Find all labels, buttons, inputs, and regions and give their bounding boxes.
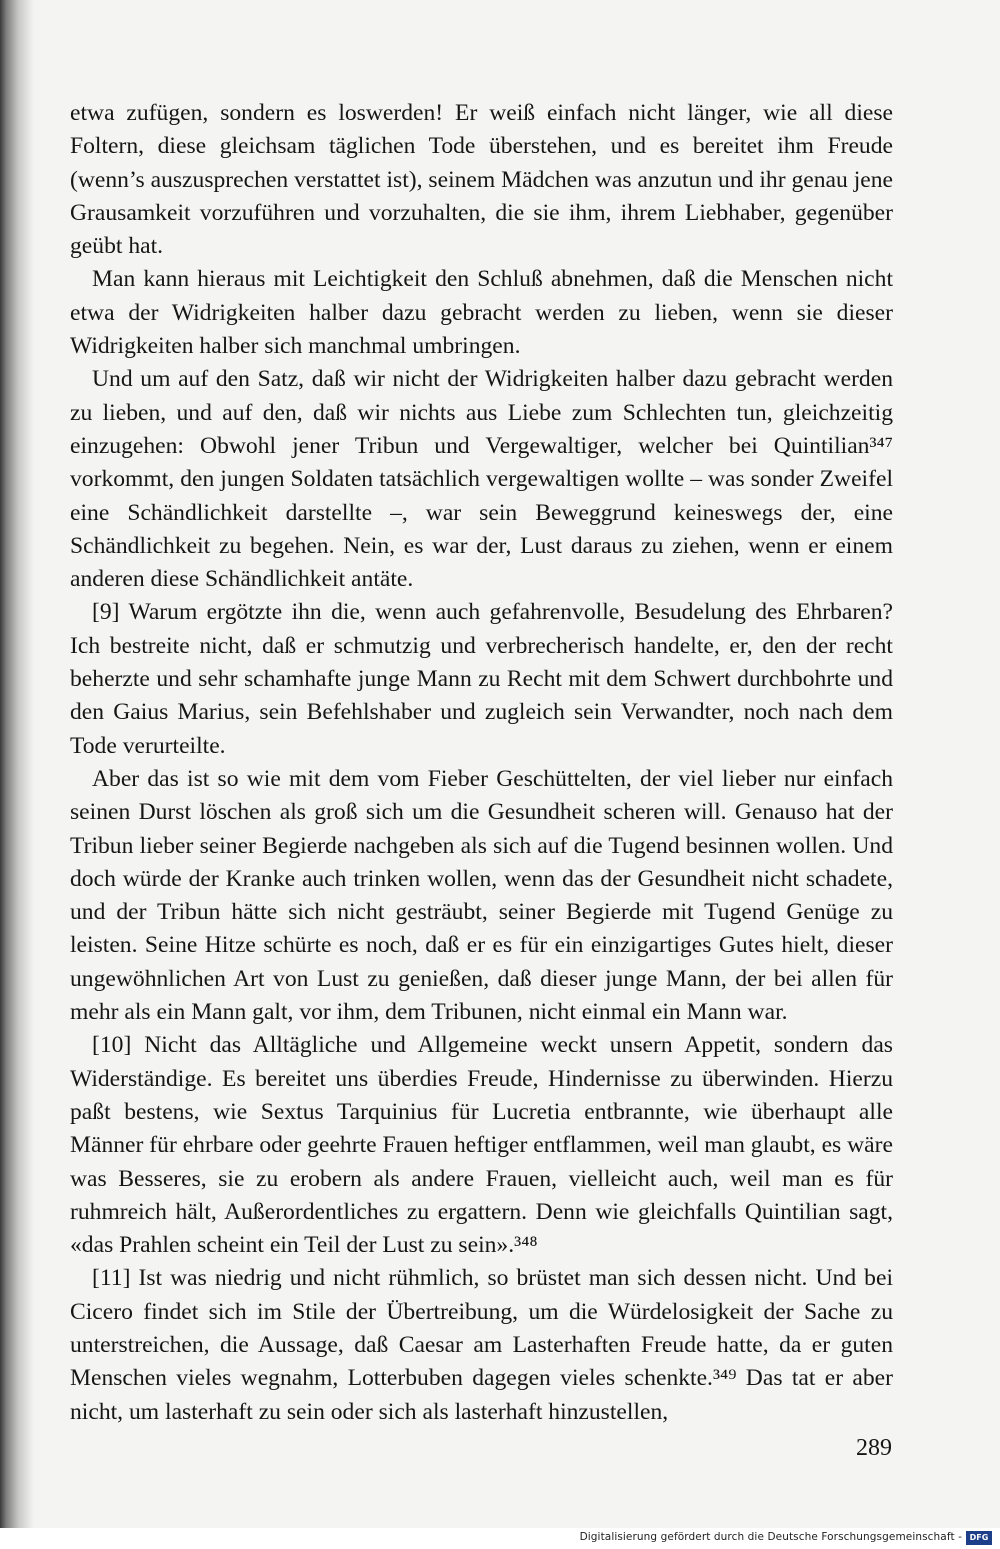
funding-note: Digitalisierung gefördert durch die Deutsche Forschungsgemeinschaft - <box>579 1531 962 1543</box>
page-number: 289 <box>856 1435 892 1461</box>
body-text <box>70 97 893 1429</box>
dfg-logo-icon: DFG <box>966 1531 992 1545</box>
binding-gutter-shadow <box>0 0 34 1549</box>
paragraph-section-11: [11] Ist was niedrig und nicht rühmlich, so brüstet man sich dessen nicht. Und bei Cicero findet sich im Stile der Übertreibung, um die Würdelosigkeit der Sache zu unterstreichen, die Aussage, daß Caesar am Lasterhaften Freude hatte, da er guten Menschen vieles wegnahm, Lotterbuben dagegen vieles schenkte.³⁴⁹ Das tat er aber nicht, um lasterhaft zu sein oder sich als lasterhaft hinzustellen, <box>70 1265 893 1425</box>
paragraph: Man kann hieraus mit Leichtigkeit den Schluß abnehmen, daß die Menschen nicht etwa der Widrigkeiten halber dazu gebracht werden zu lieben, wenn sie dieser Widrigkeiten halber sich manchmal umbringen. <box>70 266 893 360</box>
paragraph-continuation: etwa zufügen, sondern es loswerden! Er weiß einfach nicht länger, wie all diese Foltern, diese gleichsam täglichen Tode überstehen, und es bereitet ihm Freude (wenn’s auszusprechen verstattet ist), seinem Mädchen was anzutun und ihr genau jene Grausamkeit vorzuführen und vorzuhalten, die sie ihm, ihrem Liebhaber, gegenüber geübt hat. <box>70 100 893 260</box>
paragraph: Und um auf den Satz, daß wir nicht der Widrigkeiten halber dazu gebracht werden zu lieben, und auf den, daß wir nichts aus Liebe zum Schlechten tun, gleichzeitig einzugehen: Obwohl jener Tribun und Vergewaltiger, welcher bei Quintilian³⁴⁷ vorkommt, den jungen Soldaten tatsächlich vergewaltigen wollte – was sonder Zweifel eine Schändlichkeit darstellte –, war sein Beweggrund keineswegs der, eine Schändlichkeit zu begehen. Nein, es war der, Lust daraus zu ziehen, wenn er einem anderen diese Schändlichkeit antäte. <box>70 366 893 593</box>
paragraph-section-10: [10] Nicht das Alltägliche und Allgemeine weckt unsern Appetit, sondern das Widerständige. Es bereitet uns überdies Freude, Hindernisse zu überwinden. Hierzu paßt bestens, wie Sextus Tarquinius für Lucretia entbrannte, wie überhaupt alle Männer für ehrbare oder geehrte Frauen heftiger entflammen, weil man glaubt, es wäre was Besseres, sie zu erobern als andere Frauen, vielleicht auch, weil man es für ruhmreich hält, Außerordentliches zu ergattern. Denn wie gleichfalls Quintilian sagt, «das Prahlen scheint ein Teil der Lust zu sein».³⁴⁸ <box>70 1032 893 1259</box>
paragraph-section-9: [9] Warum ergötzte ihn die, wenn auch gefahrenvolle, Besudelung des Ehrbaren? Ich bestreite nicht, daß er schmutzig und verbrecherisch handelte, er, den der recht beherzte und sehr schamhafte junge Mann zu Recht mit dem Schwert durchbohrte und den Gaius Marius, sein Befehlshaber und zugleich sein Verwandter, noch nach dem Tode verurteilte. <box>70 599 893 759</box>
paragraph: Aber das ist so wie mit dem vom Fieber Geschüttelten, der viel lieber nur einfach seinen Durst löschen als groß sich um die Gesundheit scheren will. Genauso hat der Tribun lieber seiner Begierde nachgeben als sich auf die Tugend besinnen wollen. Und doch würde der Kranke auch trinken wollen, wenn das der Gesundheit nicht schadete, und der Tribun hätte sich nicht gesträubt, seiner Begierde mit Tugend Genüge zu leisten. Seine Hitze schürte es noch, daß er es für ein einzigartiges Gutes hielt, dieser ungewöhnlichen Art von Lust zu genießen, daß dieser junge Mann, der bei allen für mehr als ein Mann galt, vor ihm, dem Tribunen, nicht einmal ein Mann war. <box>70 765 893 1026</box>
